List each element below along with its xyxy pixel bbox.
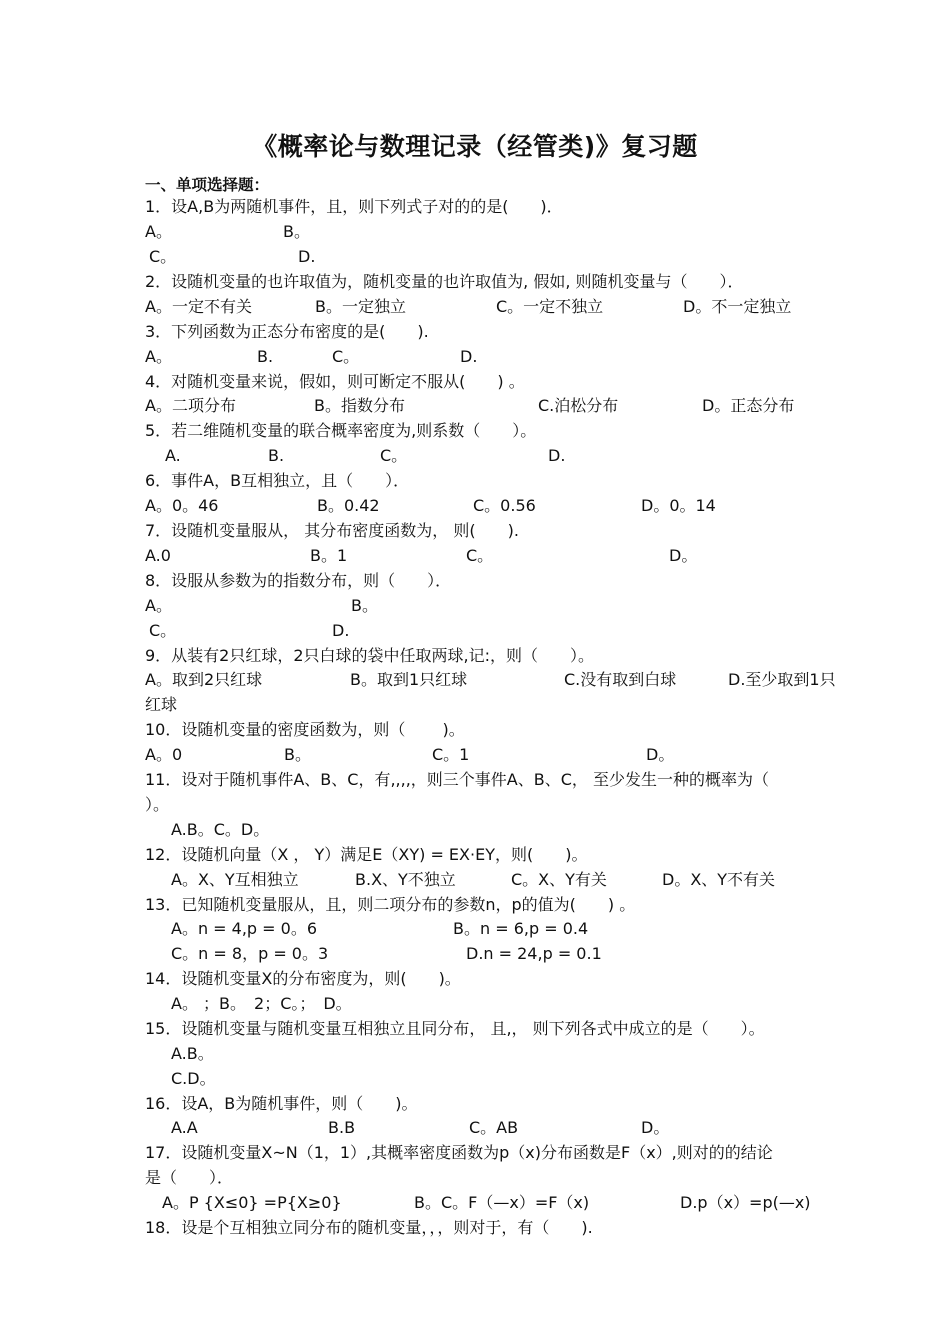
question-2-option-a: A。一定不有关	[145, 297, 252, 316]
question-3-option-b: B.	[257, 347, 274, 366]
question-6-option-b: B。0.42	[317, 496, 380, 515]
question-11-options: A.B。C。D。	[171, 820, 270, 839]
question-5-option-c: C。	[380, 446, 408, 465]
question-16-option-b: B.B	[328, 1118, 356, 1137]
question-2-option-b: B。一定独立	[315, 297, 406, 316]
question-9-stem: 9．从装有2只红球，2只白球的袋中任取两球,记:，则（ ）。	[145, 646, 595, 665]
question-1-option-c: C。	[149, 247, 177, 266]
question-12-option-a: A。X、Y互相独立	[171, 870, 299, 889]
question-7-option-c: C。	[466, 546, 494, 565]
question-6-option-a: A。0。46	[145, 496, 219, 515]
question-2-option-d: D。不一定独立	[683, 297, 792, 316]
page-title: 《概率论与数理记录（经管类)》复习题	[252, 132, 698, 161]
question-7-option-b: B。1	[310, 546, 348, 565]
question-16-option-c: C。AB	[469, 1118, 519, 1137]
question-4-stem: 4．对随机变量来说，假如，则可断定不服从( ) 。	[145, 372, 525, 391]
question-9-option-b: B。取到1只红球	[350, 670, 468, 689]
question-7-stem: 7．设随机变量服从， 其分布密度函数为， 则( ).	[145, 521, 519, 540]
question-10-option-d: D。	[646, 745, 675, 764]
question-9-option-d: D.至少取到1只	[728, 670, 836, 689]
question-1-stem: 1．设A,B为两随机事件，且，则下列式子对的的是( )．	[145, 197, 563, 216]
question-12-option-c: C。X、Y有关	[511, 870, 607, 889]
question-8-option-d: D.	[332, 621, 350, 640]
question-3-option-d: D.	[460, 347, 478, 366]
question-7-option-a: A.0	[145, 546, 171, 565]
question-5-option-a: A.	[165, 446, 181, 465]
question-16-stem: 16．设A，B为随机事件，则（ )。	[145, 1094, 418, 1113]
question-8-option-c: C。	[149, 621, 177, 640]
question-13-option-d: D.n = 24,p = 0.1	[466, 944, 602, 963]
question-13-option-b: B。n = 6,p = 0.4	[453, 919, 589, 938]
question-14-stem: 14．设随机变量X的分布密度为，则( )。	[145, 969, 461, 988]
question-10-stem: 10．设随机变量的密度函数为，则（ )。	[145, 720, 465, 739]
question-8-stem: 8．设服从参数为的指数分布，则（ ）．	[145, 571, 452, 590]
question-4-option-a: A。二项分布	[145, 396, 236, 415]
question-13-option-a: A。n = 4,p = 0。6	[171, 919, 318, 938]
question-17-option-bc: B。C。F（—x）=F（x)	[414, 1193, 590, 1212]
question-15-options-ab: A.B。	[171, 1044, 214, 1063]
question-3-stem: 3．下列函数为正态分布密度的是( ).	[145, 322, 429, 341]
question-1-option-b: B。	[283, 222, 310, 241]
question-8-option-a: A。	[145, 596, 172, 615]
question-3-option-c: C。	[332, 347, 360, 366]
question-15-options-cd: C.D。	[171, 1069, 216, 1088]
question-9-option-d-continued: 红球	[145, 695, 178, 714]
question-8-option-b: B。	[351, 596, 378, 615]
question-10-option-a: A。0	[145, 745, 183, 764]
question-4-option-d: D。正态分布	[702, 396, 795, 415]
question-14-options: A。 ；B。 2；C。； D。	[171, 994, 352, 1013]
question-17-stem-continued: 是（ ）．	[145, 1168, 234, 1187]
question-9-option-a: A。取到2只红球	[145, 670, 263, 689]
question-2-option-c: C。一定不独立	[496, 297, 604, 316]
question-17-option-d: D.p（x）=p(—x)	[680, 1193, 811, 1212]
question-5-stem: 5．若二维随机变量的联合概率密度为,则系数（ ）。	[145, 421, 537, 440]
question-13-stem: 13．已知随机变量服从，且，则二项分布的参数n，p的值为( ) 。	[145, 895, 636, 914]
question-9-option-c: C.没有取到白球	[564, 670, 677, 689]
question-6-option-d: D。0。14	[641, 496, 716, 515]
question-12-stem: 12．设随机向量（X ， Y）满足E（XY) = EX·EY，则( )。	[145, 845, 588, 864]
question-12-option-d: D。X、Y不有关	[662, 870, 776, 889]
question-10-option-c: C。1	[432, 745, 470, 764]
question-16-option-a: A.A	[171, 1118, 198, 1137]
question-6-option-c: C。0.56	[473, 496, 536, 515]
question-11-stem: 11．设对于随机事件A、B、C，有,,,,，则三个事件A、B、C， 至少发生一种的概率为（	[145, 770, 769, 789]
question-6-stem: 6．事件A，B互相独立，且（ ）．	[145, 471, 410, 490]
question-17-stem: 17．设随机变量X~N（1，1）,其概率密度函数为p（x)分布函数是F（x）,则对的的结论	[145, 1143, 773, 1162]
question-12-option-b: B.X、Y不独立	[355, 870, 456, 889]
section-heading: 一、单项选择题：	[145, 176, 270, 194]
question-5-option-d: D.	[548, 446, 566, 465]
question-16-option-d: D。	[641, 1118, 670, 1137]
question-2-stem: 2．设随机变量的也许取值为，随机变量的也许取值为, 假如, 则随机变量与（ ）．	[145, 272, 744, 291]
question-15-stem: 15．设随机变量与随机变量互相独立且同分布， 且,， 则下列各式中成立的是（ ）。	[145, 1019, 765, 1038]
question-1-option-d: D.	[298, 247, 316, 266]
question-5-option-b: B.	[268, 446, 285, 465]
question-4-option-c: C.泊松分布	[538, 396, 619, 415]
question-11-stem-continued: ）。	[145, 795, 170, 814]
question-7-option-d: D。	[669, 546, 698, 565]
question-1-option-a: A。	[145, 222, 172, 241]
question-13-option-c: C。n = 8，p = 0。3	[171, 944, 329, 963]
question-10-option-b: B。	[284, 745, 311, 764]
question-3-option-a: A。	[145, 347, 172, 366]
question-17-option-a: A。P {X≤0} =P{X≥0}	[162, 1193, 342, 1212]
question-4-option-b: B。指数分布	[314, 396, 405, 415]
question-18-stem: 18．设是个互相独立同分布的随机变量，，，则对于，有（ ).	[145, 1218, 593, 1237]
